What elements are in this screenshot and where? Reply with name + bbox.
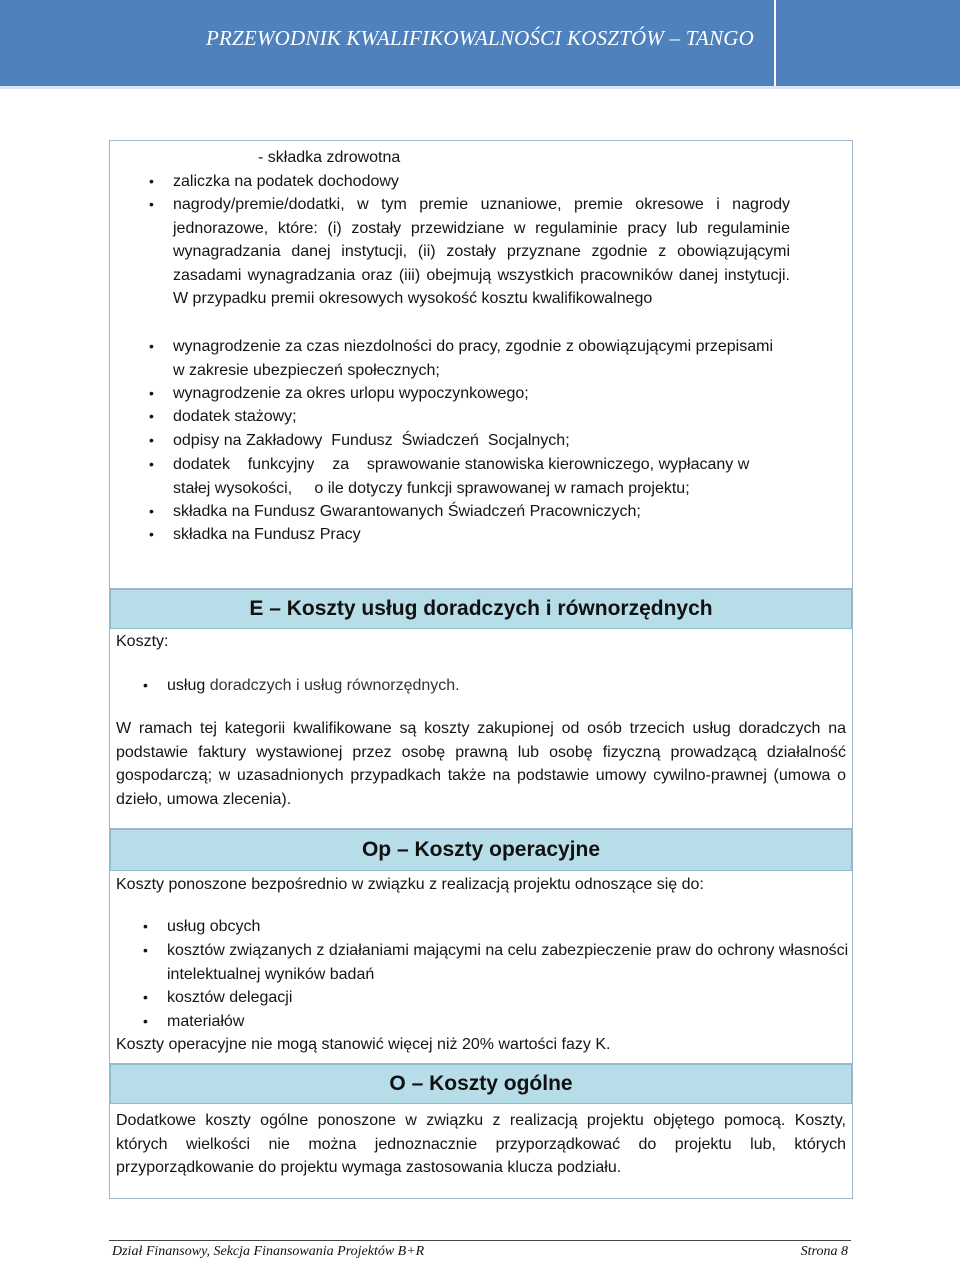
page-header	[0, 0, 960, 88]
section-op-note: Koszty operacyjne nie mogą stanowić więcej niż 20% wartości fazy K.	[116, 1036, 611, 1053]
list-item: • dodatek funkcyjny za sprawowanie stanowiska kierowniczego, wypłacany w stałej wysokości, o ile dotyczy funkcji sprawowanej w ramach projektu;	[173, 453, 790, 500]
list-item: • kosztów związanych z działaniami mającymi na celu zabezpieczenie praw do ochrony własności intelektualnej wyników badań	[167, 939, 851, 986]
list-item: • wynagrodzenie za czas niezdolności do pracy, zgodnie z obowiązującymi przepisami w zakresie ubezpieczeń społecznych;	[173, 335, 773, 382]
bullet-rest: doradczych i usług równorzędnych.	[205, 677, 460, 694]
page-number: Strona 8	[800, 1244, 848, 1259]
document-title: PRZEWODNIK KWALIFIKOWALNOŚCI KOSZTÓW – TANGO	[205, 26, 754, 50]
list-item: • odpisy na Zakładowy Fundusz Świadczeń Socjalnych;	[173, 429, 790, 453]
list-item: • zaliczka na podatek dochodowy	[173, 170, 790, 194]
dash-item-health-contribution: - składka zdrowotna	[258, 149, 401, 166]
list-item: • materiałów	[167, 1010, 847, 1034]
advisory-services-box	[109, 588, 853, 830]
section-op-intro: Koszty ponoszone bezpośrednio w związku z realizacją projektu odnoszące się do:	[116, 876, 704, 893]
list-item: • wynagrodzenie za okres urlopu wypoczynkowego;	[173, 382, 790, 406]
list-item: • usług obcych	[167, 915, 847, 939]
footer-department: Dział Finansowy, Sekcja Finansowania Projektów B+R	[112, 1244, 425, 1259]
section-o-paragraph: Dodatkowe koszty ogólne ponoszone w związku z realizacją projektu objętego pomocą. Koszty, których wielkości nie można jednoznacznie przyporządkować do projektu lub, których przyporządkowanie do projektu wymaga zastosowania klucza podziału.	[116, 1112, 846, 1176]
salary-components-box	[109, 140, 853, 589]
footer-rule	[109, 1240, 851, 1241]
list-item: • składka na Fundusz Gwarantowanych Świadczeń Pracowniczych;	[173, 500, 790, 524]
general-costs-box	[109, 1063, 853, 1199]
section-e-paragraph: W ramach tej kategorii kwalifikowane są koszty zakupionej od osób trzecich usług doradczych na podstawie faktury wystawionej przez osobę prawną lub osobę fizyczną prowadzącą działalność gospodarczą; w uzasadnionych przypadkach także na podstawie umowy cywilno-prawnej (umowa o dzieło, umowa zlecenia).	[116, 720, 846, 808]
section-heading-e: E – Koszty usług doradczych i równorzędnych	[110, 589, 852, 629]
header-divider	[774, 0, 776, 88]
list-item: • nagrody/premie/dodatki, w tym premie uznaniowe, premie okresowe i nagrody jednorazowe, które: (i) zostały przewidziane w regulaminie pracy lub regulaminie wynagradzania danej instytucji, (ii) zostały przyznane zgodnie z obowiązującymi zasadami wynagradzania oraz (iii) obejmują wszystkich pracowników danej instytucji. W przypadku premii okresowych wysokość kosztu kwalifikowalnego	[173, 193, 790, 311]
list-item	[167, 674, 767, 698]
section-heading-o: O – Koszty ogólne	[110, 1064, 852, 1104]
list-item: • dodatek stażowy;	[173, 405, 790, 429]
operating-costs-box	[109, 828, 853, 1066]
header-underline	[0, 86, 960, 89]
koszty-label: Koszty:	[116, 633, 169, 650]
bullet-lead: usług	[167, 677, 206, 694]
list-item: • kosztów delegacji	[167, 986, 847, 1010]
section-heading-op: Op – Koszty operacyjne	[110, 829, 852, 871]
list-item: • składka na Fundusz Pracy	[173, 523, 790, 547]
